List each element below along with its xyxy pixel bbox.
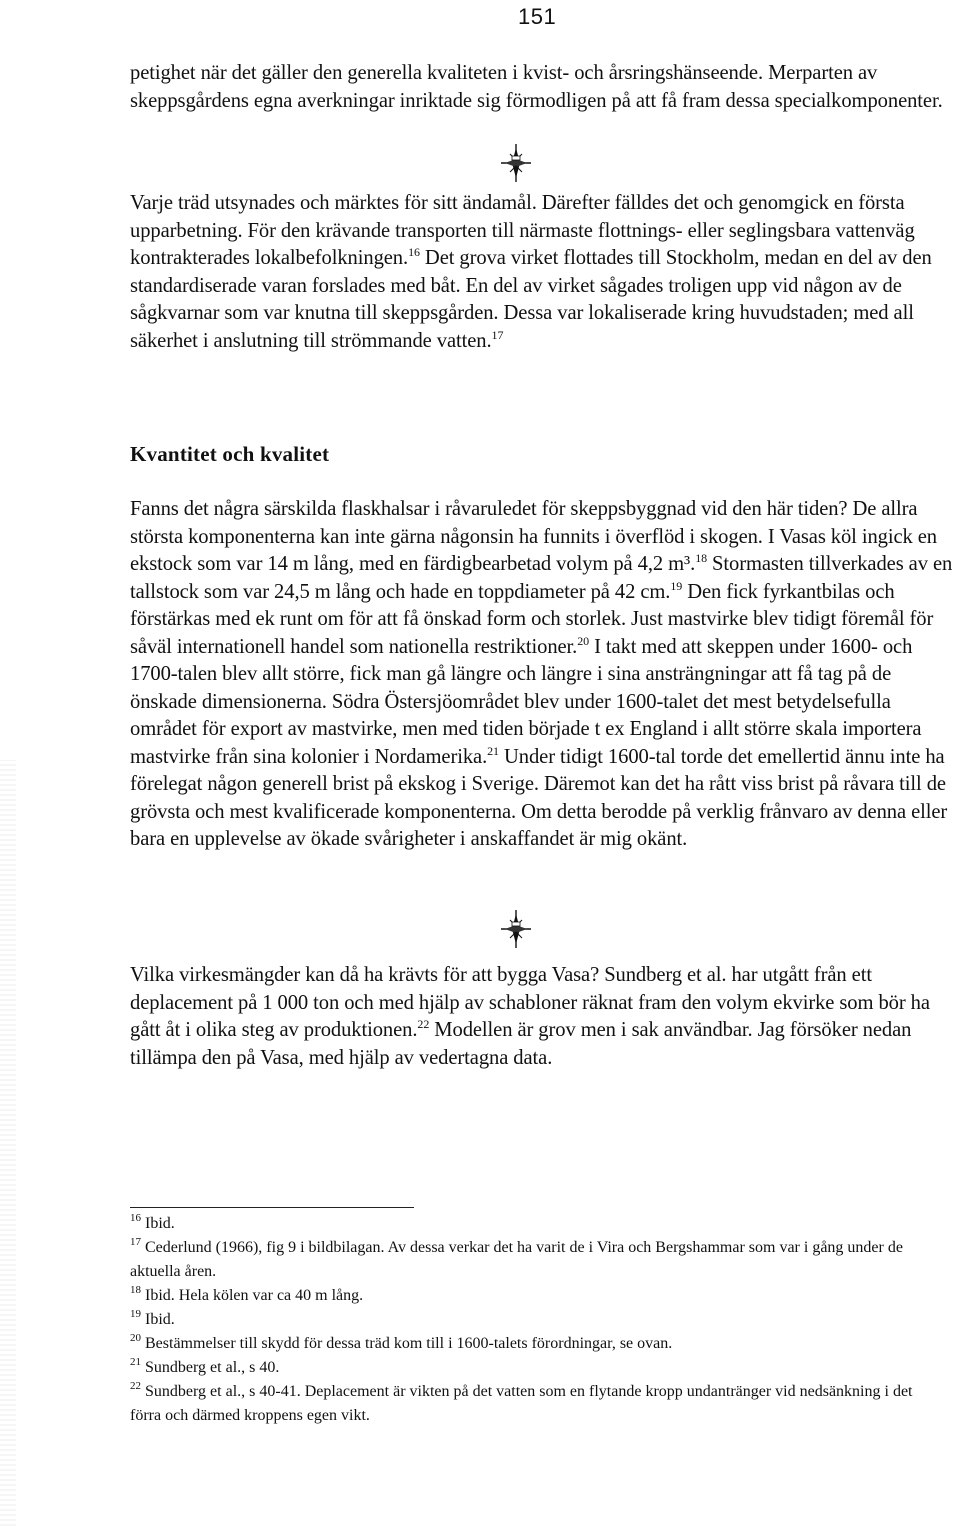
footnote-text: Bestämmelser till skydd för dessa träd kom till i 1600-talets förordningar, se ovan. — [145, 1335, 673, 1352]
compass-rose-icon — [499, 908, 533, 950]
paragraph-3-part-d: I takt med att skeppen under 1600- och 1700-talen blev allt större, fick man gå längre och längre i sina ansträngningar att få tag på de önskade dimensionerna. Södra Östersjöområdet blev under 1600-talet det mest betydelsefulla området för export av mastvirke, men med tiden började t ex England i allt större skala importera mastvirke från sina kolonier i Nordamerika. — [130, 635, 922, 768]
paragraph-3-text — [130, 496, 958, 854]
footnote-number: 21 — [130, 1356, 141, 1368]
footnote-number: 16 — [130, 1212, 141, 1224]
footnote-text: Cederlund (1966), fig 9 i bildbilagan. Av dessa verkar det ha varit de i Vira och Bergshammar som var i gång under de aktuella åren. — [130, 1239, 903, 1280]
compass-rose-icon — [499, 142, 533, 184]
footnote-ref-19: 19 — [670, 578, 683, 593]
footnote-number: 20 — [130, 1332, 141, 1344]
footnote-number: 19 — [130, 1308, 141, 1320]
paragraph-4-part-b: Modellen är grov men i sak användbar. Jag försöker nedan tillämpa den på Vasa, med hjälp av vedertagna data. — [130, 1019, 912, 1069]
footnote-text: Ibid. — [145, 1215, 175, 1232]
footnote-ref-20: 20 — [577, 633, 590, 648]
footnote-22 — [130, 1380, 940, 1428]
paragraph-1 — [130, 60, 958, 115]
footnote-19 — [130, 1308, 940, 1332]
footnote-text: Sundberg et al., s 40. — [145, 1359, 280, 1376]
paragraph-2-part-a: Varje träd utsynades och märktes för sitt ändamål. Därefter fälldes det och genomgick en första upparbetning. För den krävande transporten till närmaste flottnings- eller seglingsbara vattenväg kontrakterades lokalbefolkningen. — [130, 192, 915, 269]
footnote-16 — [130, 1212, 940, 1236]
footnote-number: 22 — [130, 1380, 141, 1392]
footnote-ref-16: 16 — [408, 245, 420, 259]
paragraph-3-part-b: Stormasten tillverkades av en tallstock som var 24,5 m lång och hade en toppdiameter på 42 cm. — [130, 553, 953, 603]
footnote-text: Ibid. Hela kölen var ca 40 m lång. — [145, 1287, 364, 1304]
footnote-ref-22: 22 — [417, 1017, 430, 1031]
footnote-divider — [130, 1207, 414, 1208]
paragraph-3-part-a: Fanns det några särskilda flaskhalsar i råvaruledet för skeppsbyggnad vid den här tiden? De allra största komponenterna kan inte gärna någonsin ha funnits i överflöd i skogen. I Vasas köl ingick en ekstock som var 14 m lång, med en färdigbearbetad volym på 4,2 m³. — [130, 498, 938, 575]
footnote-18 — [130, 1284, 940, 1308]
paragraph-2-part-b: Det grova virket flottades till Stockholm, medan en del av den standardiserade varan forslades med båt. En del av virket sågades troligen upp vid någon av de sågkvarnar som var knutna till skeppsgården. Dessa var lokaliserade kring huvudstaden; med all säkerhet i anslutning till strömmande vatten. — [130, 247, 932, 352]
footnote-21 — [130, 1356, 940, 1380]
page-number: 151 — [518, 4, 557, 29]
paragraph-1-text: petighet när det gäller den generella kvaliteten i kvist- och årsringshänseende. Merparten av skeppsgårdens egna averkningar inriktade sig förmodligen på att få fram dessa specialkomponenter. — [130, 62, 943, 112]
paragraph-2-text — [130, 190, 958, 355]
footnote-20 — [130, 1332, 940, 1356]
paragraph-3-part-c: Den fick fyrkantbilas och förstärkas med ek runt om för att få önskad form och storlek. Just mastvirke blev tidigt föremål för såväl internationell handel som nationella restriktioner. — [130, 580, 934, 658]
scan-edge-artifact — [0, 760, 16, 1526]
footnote-ref-21: 21 — [487, 743, 499, 758]
paragraph-3 — [130, 496, 958, 854]
footnote-text: Ibid. — [145, 1311, 175, 1328]
paragraph-4 — [130, 962, 958, 1072]
footnote-number: 18 — [130, 1284, 141, 1296]
paragraph-2 — [130, 190, 958, 355]
paragraph-4-text — [130, 962, 958, 1072]
footnote-ref-18: 18 — [695, 551, 707, 565]
paragraph-4-part-a: Vilka virkesmängder kan då ha krävts för att bygga Vasa? Sundberg et al. har utgått från ett deplacement på 1 000 ton och med hjälp av schabloner räknat fram den volym ekvirke som bör ha gått åt i olika steg av produktionen. — [130, 964, 930, 1041]
footnote-ref-17: 17 — [491, 327, 504, 342]
footnote-number: 17 — [130, 1236, 141, 1248]
footnotes — [130, 1212, 940, 1428]
footnote-text: Sundberg et al., s 40-41. Deplacement är vikten på det vatten som en flytande kropp undantränger vid nedsänkning i det förra och därmed kroppens egen vikt. — [130, 1383, 913, 1424]
paragraph-3-part-e: Under tidigt 1600-tal torde det emellertid ännu inte ha förelegat någon generell brist på ekskog i Sverige. Däremot kan det ha rått viss brist på råvara till de grövsta och mest kvalificerade komponenterna. Om detta berodde på verklig frånvaro av denna eller bara en upplevelse av ökade svårigheter i anskaffandet är mig okänt. — [130, 745, 948, 850]
section-heading: Kvantitet och kvalitet — [130, 442, 330, 466]
footnote-17 — [130, 1236, 940, 1284]
